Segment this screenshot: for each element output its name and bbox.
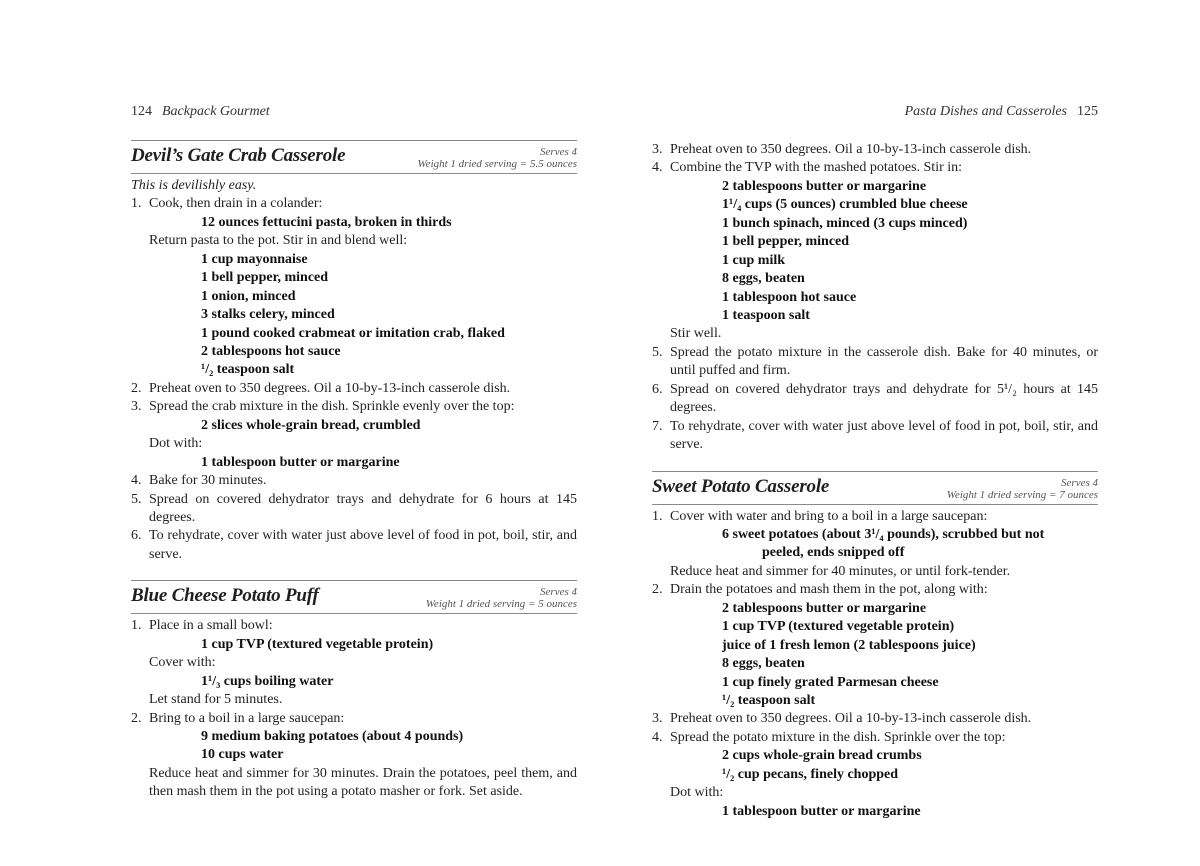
- ingredient-line: 2 tablespoons hot sauce: [201, 343, 341, 359]
- step-text: Spread the potato mixture in the casserole dish. Bake for 40 minutes, or until puffed and firm.: [670, 344, 1098, 379]
- ingredient-line: 12 ounces fettucini pasta, broken in thirds: [201, 214, 452, 230]
- ingredient-line: 2 tablespoons butter or margarine: [722, 178, 927, 194]
- right-page-content: [652, 141, 1098, 821]
- ingredient-line: 1 onion, minced: [201, 288, 296, 304]
- ingredient-line: 1 cup finely grated Parmesan cheese: [722, 674, 939, 690]
- step-number: 2.: [131, 710, 142, 726]
- instruction-step: [131, 710, 577, 728]
- instruction-step: [652, 729, 1098, 747]
- step-text: Preheat oven to 350 degrees. Oil a 10-by-13-inch casserole dish.: [149, 380, 511, 396]
- step-text: Spread on covered dehydrator trays and dehydrate for 5¹/₂ hours at 145 degrees.: [670, 381, 1098, 416]
- ingredient-line: 1 bell pepper, minced: [722, 234, 850, 250]
- recipe-title: Devil’s Gate Crab Casserole: [131, 145, 346, 166]
- ingredient-line: ¹/₂ cup pecans, finely chopped: [722, 766, 899, 782]
- ingredient-line: 1¹/₃ cups boiling water: [201, 673, 334, 689]
- recipe-intro: This is devilishly easy.: [131, 178, 257, 193]
- instruction-step: [131, 617, 577, 635]
- ingredient-line: 3 stalks celery, minced: [201, 307, 335, 323]
- step-text: Spread the potato mixture in the dish. Sprinkle over the top:: [670, 729, 1006, 745]
- recipe-weight: Weight 1 dried serving = 5 ounces: [425, 598, 577, 611]
- recipe-weight: Weight 1 dried serving = 5.5 ounces: [417, 158, 577, 170]
- ingredient-line: juice of 1 fresh lemon (2 tablespoons juice): [722, 637, 976, 653]
- instruction-note: Reduce heat and simmer for 40 minutes, or until fork-tender.: [670, 563, 1011, 579]
- ingredient-line: 8 eggs, beaten: [722, 656, 805, 672]
- ingredient-line: [652, 526, 1098, 563]
- recipe-title-row: [131, 141, 577, 173]
- ingredient-continuation: peeled, ends snipped off: [762, 545, 905, 561]
- step-text: To rehydrate, cover with water just above level of food in pot, boil, stir, and serve.: [149, 528, 577, 562]
- recipe-yield: [947, 477, 1098, 501]
- ingredient-line: 1 bunch spinach, minced (3 cups minced): [722, 215, 968, 231]
- recipe-spacer: [652, 455, 1098, 471]
- step-number: 3.: [131, 399, 142, 415]
- ingredient-line: 1 cup milk: [722, 252, 786, 268]
- ingredient-line: 1 bell pepper, minced: [201, 270, 329, 286]
- recipe-title-row: [652, 472, 1098, 504]
- instruction-step: [131, 195, 577, 213]
- step-text: Cook, then drain in a colander:: [149, 196, 323, 212]
- instruction-step: [131, 398, 577, 416]
- left-page-content: [131, 140, 577, 802]
- recipe-header: [131, 140, 577, 174]
- instruction-step: [131, 527, 577, 564]
- right-running-head: [652, 104, 1098, 120]
- ingredient-text: 6 sweet potatoes (about 3¹/₄ pounds), scrubbed but not: [722, 527, 1045, 543]
- ingredient-line: 1 tablespoon hot sauce: [722, 289, 857, 305]
- step-text: Drain the potatoes and mash them in the pot, along with:: [670, 582, 988, 598]
- left-running-head: [131, 104, 577, 120]
- step-text: Place in a small bowl:: [149, 618, 273, 634]
- ingredient-line: 1 pound cooked crabmeat or imitation crab, flaked: [201, 325, 505, 341]
- step-number: 4.: [652, 729, 663, 745]
- step-text: Bake for 30 minutes.: [149, 473, 267, 489]
- ingredient-line: 1 cup mayonnaise: [201, 251, 308, 267]
- ingredient-line: 1 tablespoon butter or margarine: [201, 454, 400, 470]
- recipe-serves: Serves 4: [540, 586, 577, 599]
- step-text: Spread the crab mixture in the dish. Sprinkle evenly over the top:: [149, 399, 515, 415]
- instruction-step: [131, 380, 577, 398]
- recipe-title: Blue Cheese Potato Puff: [131, 585, 319, 607]
- instruction-step: [652, 159, 1098, 177]
- ingredient-line: 2 slices whole-grain bread, crumbled: [201, 417, 421, 433]
- instruction-note: Let stand for 5 minutes.: [149, 692, 283, 708]
- recipe-yield: [418, 146, 577, 170]
- ingredient-line: 8 eggs, beaten: [722, 271, 805, 287]
- ingredient-line: 10 cups water: [201, 747, 284, 763]
- step-number: 1.: [131, 196, 142, 212]
- recipe-serves: Serves 4: [1061, 476, 1098, 489]
- recipe-weight: Weight 1 dried serving = 7 ounces: [946, 488, 1098, 501]
- right-running-title: Pasta Dishes and Casseroles: [904, 104, 1067, 119]
- recipe-header: [652, 471, 1098, 505]
- step-number: 4.: [131, 473, 142, 489]
- ingredient-line: 1¹/₄ cups (5 ounces) crumbled blue cheese: [722, 197, 968, 213]
- instruction-step: [652, 141, 1098, 159]
- recipe-rule-bottom: [131, 613, 577, 614]
- step-text: To rehydrate, cover with water just above level of food in pot, boil, stir, and serve.: [670, 418, 1098, 453]
- ingredient-line: 1 tablespoon butter or margarine: [722, 803, 921, 819]
- step-number: 3.: [652, 142, 663, 157]
- instruction-step: [652, 710, 1098, 728]
- instruction-step: [131, 491, 577, 528]
- instruction-step: [652, 381, 1098, 418]
- ingredient-line: ¹/₂ teaspoon salt: [201, 362, 295, 378]
- step-text: Preheat oven to 350 degrees. Oil a 10-by-13-inch casserole dish.: [670, 711, 1032, 727]
- recipe-rule-bottom: [652, 504, 1098, 505]
- instruction-step: [652, 508, 1098, 526]
- step-number: 5.: [652, 344, 663, 360]
- instruction-step: [652, 581, 1098, 599]
- step-number: 5.: [131, 491, 142, 507]
- instruction-note: Stir well.: [670, 326, 722, 342]
- instruction-note: Dot with:: [670, 785, 724, 801]
- step-number: 7.: [652, 418, 663, 434]
- ingredient-line: 9 medium baking potatoes (about 4 pounds): [201, 728, 464, 744]
- ingredient-line: ¹/₂ teaspoon salt: [722, 693, 816, 708]
- ingredient-line: 1 cup TVP (textured vegetable protein): [201, 636, 434, 652]
- recipe-title: Sweet Potato Casserole: [652, 475, 830, 497]
- step-text: Cover with water and bring to a boil in a large saucepan:: [670, 508, 988, 524]
- ingredient-line: 2 tablespoons butter or margarine: [722, 600, 927, 616]
- step-text: Preheat oven to 350 degrees. Oil a 10-by-13-inch casserole dish.: [670, 142, 1032, 157]
- instruction-note: Cover with:: [149, 655, 216, 671]
- left-running-title: Backpack Gourmet: [162, 104, 270, 119]
- step-text: Combine the TVP with the mashed potatoes. Stir in:: [670, 160, 963, 176]
- left-page-number: 124: [131, 104, 152, 119]
- recipe-rule-bottom: [131, 173, 577, 174]
- instruction-note: Reduce heat and simmer for 30 minutes. Drain the potatoes, peel them, and then mash them in the pot using a potato masher or fork. Set aside.: [149, 765, 577, 800]
- ingredient-line: 1 teaspoon salt: [722, 307, 810, 323]
- instruction-step: [652, 418, 1098, 455]
- recipe-serves: Serves 4: [540, 146, 577, 158]
- step-number: 4.: [652, 160, 663, 176]
- ingredient-line: 1 cup TVP (textured vegetable protein): [722, 619, 955, 635]
- recipe-header: [131, 580, 577, 614]
- instruction-note: Return pasta to the pot. Stir in and blend well:: [149, 233, 408, 249]
- step-number: 6.: [131, 528, 142, 544]
- step-number: 2.: [652, 582, 663, 598]
- step-number: 1.: [652, 508, 663, 524]
- ingredient-line: 2 cups whole-grain bread crumbs: [722, 748, 922, 764]
- recipe-title-row: [131, 581, 577, 613]
- instruction-step: [131, 472, 577, 490]
- instruction-note: Dot with:: [149, 436, 203, 452]
- recipe-yield: [426, 586, 577, 610]
- instruction-step: [652, 344, 1098, 381]
- recipe-spacer: [131, 564, 577, 580]
- step-text: Bring to a boil in a large saucepan:: [149, 710, 345, 726]
- step-number: 6.: [652, 381, 663, 397]
- step-text: Spread on covered dehydrator trays and dehydrate for 6 hours at 145 degrees.: [149, 491, 577, 525]
- right-page-number: 125: [1077, 104, 1098, 119]
- step-number: 1.: [131, 618, 142, 634]
- step-number: 2.: [131, 380, 142, 396]
- step-number: 3.: [652, 711, 663, 727]
